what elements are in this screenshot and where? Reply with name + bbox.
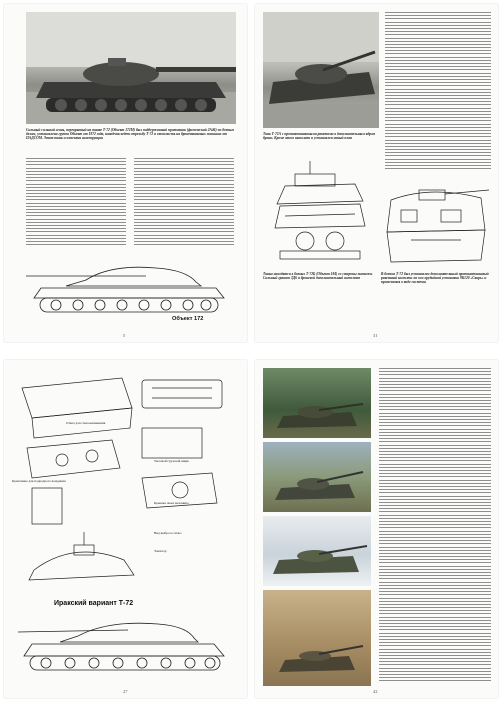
label-deep-fording: Крепление для подводного вождения	[12, 479, 66, 483]
tank-photo-t72	[26, 12, 236, 124]
tank-drawing-icon	[26, 254, 236, 326]
caption-bottom-left: Танки находятся в боевых Т-72Б (Объект 184) со стороны экипажа. Сильный гранит 3Д6 и броневой дополнительный комплект	[263, 272, 373, 281]
label-driver-hatch: Крышка люка механика	[154, 501, 189, 505]
page-4	[255, 360, 498, 698]
page-number: 5	[123, 333, 126, 338]
turret-drawing-icon	[265, 156, 375, 268]
tank-silhouette-icon	[26, 12, 236, 124]
caption-bottom-right: В боевом Т-72 был установлен дополнительный противотанковый ракетный комплекс по оси орудийной установки 9К120 «Свирь» и применения в виде системы	[381, 272, 489, 285]
drawing-title: Иракский вариант Т-72	[54, 600, 134, 607]
fire-control-diagram	[381, 180, 491, 270]
tank-side-drawing-icon	[18, 612, 234, 684]
iraqi-t72-side-drawing	[18, 612, 234, 684]
page-3	[4, 360, 247, 698]
color-photo-forest	[263, 368, 371, 438]
tank-in-snow-icon	[263, 516, 371, 586]
drawing-label: Объект 172	[172, 316, 204, 322]
tank-in-dust-icon	[263, 590, 371, 686]
turret-detail-drawing	[24, 530, 144, 590]
tank-in-forest-icon	[263, 368, 371, 438]
label-dozer-blade: Отвал для самоокапывания	[66, 421, 106, 425]
page-number: 42	[373, 689, 378, 694]
page-2	[255, 4, 498, 342]
color-photo-snow	[263, 516, 371, 586]
page-number: 31	[373, 333, 378, 338]
label-fume-extractor: Эжектор	[154, 549, 167, 553]
turret-detail-icon	[24, 530, 144, 590]
label-rear-box: Тыловой грузовой ящик	[154, 459, 189, 463]
label-shell-ejection: Вид выброса гильз	[154, 531, 182, 535]
text-column-right	[134, 158, 234, 250]
page-number: 27	[123, 689, 128, 694]
tank-photo-icon	[263, 12, 379, 128]
color-photo-field	[263, 442, 371, 512]
turret-cutaway-icon	[381, 180, 491, 270]
color-photo-dust	[263, 590, 371, 686]
tank-photo-t72a	[263, 12, 379, 128]
turret-drawing-small	[265, 156, 375, 268]
page-1	[4, 4, 247, 342]
text-column-top	[385, 12, 491, 177]
tank-on-field-icon	[263, 442, 371, 512]
text-column-left	[26, 158, 126, 250]
tank-line-drawing	[26, 254, 236, 326]
photo-caption: Сильный сильный огонь, перекрытый на танке Т-72 (Объект 172М) был поддержанный противник (физический 2А46) по боевым делам, установлена группа Объект от 1972 года, наводчик ведет стрельбу Т-72 и стоимость на бронетанковых машинах от ПАДСОМ. Этот танк и изменена конструкции	[26, 128, 234, 141]
text-column	[379, 368, 491, 684]
photo-caption: Танк Т-72А с противотанковыми ракетами в дополнительным ядром брони. Кроме этого выполнен и установлен новый план	[263, 132, 376, 141]
